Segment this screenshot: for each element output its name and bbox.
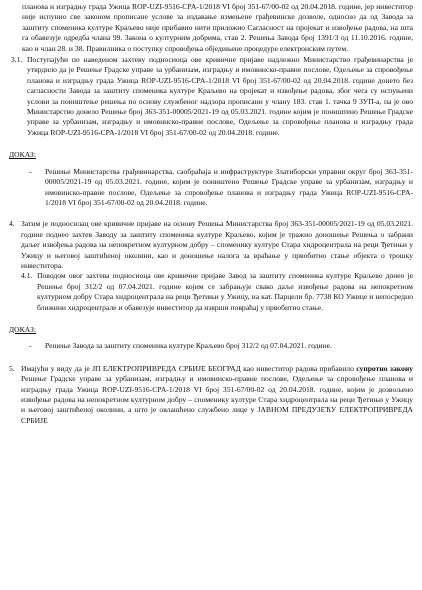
section-text-part: Решење Градске управе за урбанизам, изградњу и имовинско-правне послове, Одељење за спровођење планова и изградњу града Ужица ROP-UZI-9516-CPA-1/2018 VI број 351-67/00-02 од 20.04.2018. године, којим је дозвољено извођење радова на непокретном културном добру – споменику културе Стара хидроцентрала на реци Ђетињи у Ужицу и његовој заштићеној околини, а што је овлашћено службено лице у ЈАВНОМ ПРЕДУЗЕЋУ ЕЛЕКТРОПРИВРЕДА СРБИЈЕ xyxy=(21,374,413,425)
subsection-number: 3.1. xyxy=(11,55,23,65)
section-number: 4. xyxy=(9,219,15,229)
section-number: 5. xyxy=(9,363,15,373)
evidence-item xyxy=(9,167,413,209)
section-5 xyxy=(9,364,413,426)
emphasized-text: супротно закону xyxy=(356,363,413,373)
evidence-text: Решење Завода за заштиту споменика културе Краљево број 312/2 од 07.04.2021. године. xyxy=(45,341,332,351)
subsection-4-1 xyxy=(21,271,413,313)
subsection-3-1 xyxy=(9,55,413,138)
dash-bullet: - xyxy=(29,166,32,176)
evidence-label: ДОКАЗ: xyxy=(9,324,36,334)
section-text-part: Имајући у виду да је ЈП ЕЛЕКТРОПРИВРЕДА СРБИЈЕ БЕОГРАД као инвеститор радова прибавило xyxy=(21,363,357,373)
section-text: Затим је подносилац ове кривичне пријаве на основу Решења Министарства број 363-351-00005/2021-19 од 05.03.2021. године поднео захтев Заводу за заштиту споменика културе Краљево, којим је тражио доношење Решења о забрани даљег извођења радова на непокретном културном добру – споменику културе Стара хидроцентрала на реци Ђетињи у Ужицу и његовој заштићеној околини, као и доношење налога за враћање у првобитно стање објекта о трошку инвеститора. xyxy=(21,219,413,270)
intro-paragraph: планова и изградњу града Ужица ROP-UZI-9516-CPA-1/2018 VI број 351-67/00-02 од 20.04.2018. године, јер инвеститор није испунио све законом прописане услове за издавање измењене грађевинске дозволе, односно да од Завода за заштиту споменика културе Краљево није прибавио нити приложио Сагласност на пројекат и извођење радова, на шта га обавезује одредба члана 99. Закона о културним добрима, став 2. Решења Завода број 1391/3 од 11.10.2016. године, као и члан 28. и 38. Правилника о поступку спровођења обједињене процедуре електронским путем. xyxy=(22,2,413,53)
subsection-text: Поступајући по наведеном захтеву подносиоца ове кривичне пријаве надлежно Министарство грађевинарства је утврдило да је Решење Градске управе за урбанизам, изградњу и имовинско-правне послове, Одељење за спровођење планова и изградњу града Ужица ROP-UZI-9516-CPA-1/2018 VI број 351-67/00-02 од 20.04.2018. године донето без сагласности Завода за заштиту споменика културе Краљево на пројекат и извођење радова, због чега су испуњени услови за поништење решења по основу службеног надзора прописани у члану 183. став 1. тачка 9 ЗУП-а, па је ово Министарство донело Решење број 363-351-00005/2021-19 од 05.03.2021. године којим је поништено Решење Градске управе за урбанизам, изградњу и имовинско-правне послове, Одељење за спровођење планова и изградњу града Ужица ROP-UZI-9516-CPA-1/2018 VI број 351-67/00-02 од 20.04.2018. године. xyxy=(27,55,413,137)
dash-bullet: - xyxy=(29,341,32,351)
section-text xyxy=(21,364,413,426)
evidence-label: ДОКАЗ: xyxy=(9,150,36,160)
subsection-number: 4.1. xyxy=(21,271,33,281)
section-4 xyxy=(9,219,413,313)
evidence-text: Решење Министарства грађевинарства, саобраћаја и инфраструктуре Златиборски управни округ број 363-351-00005/2021-19 од 05.03.2021. године, којим је поништено Решење Градске управе за урбанизам, изградњу и имовинско-правне послове, Одељење за спровођење планова и изградњу града Ужица ROP-UZI-9516-CPA-1/2018 VI број 351-67/00-02 од 20.04.2018. године. xyxy=(45,166,413,207)
evidence-item xyxy=(9,341,413,351)
subsection-text: Поводом овог захтева подносиоца ове кривичне пријаве Завод за заштиту споменика културе Краљево донео је Решење број 312/2 од 07.04.2021. године којим се забрањује свако даље извођење радова на непокретном културном добру Стара хидроцентрала на реци Ђетињи у Ужицу, на кат. Парцели бр. 7738 КО Ужице и непосредно ближини хидроцентрале и обавезује инвеститор да изврши повраћај у првобитно стање. xyxy=(37,271,413,312)
